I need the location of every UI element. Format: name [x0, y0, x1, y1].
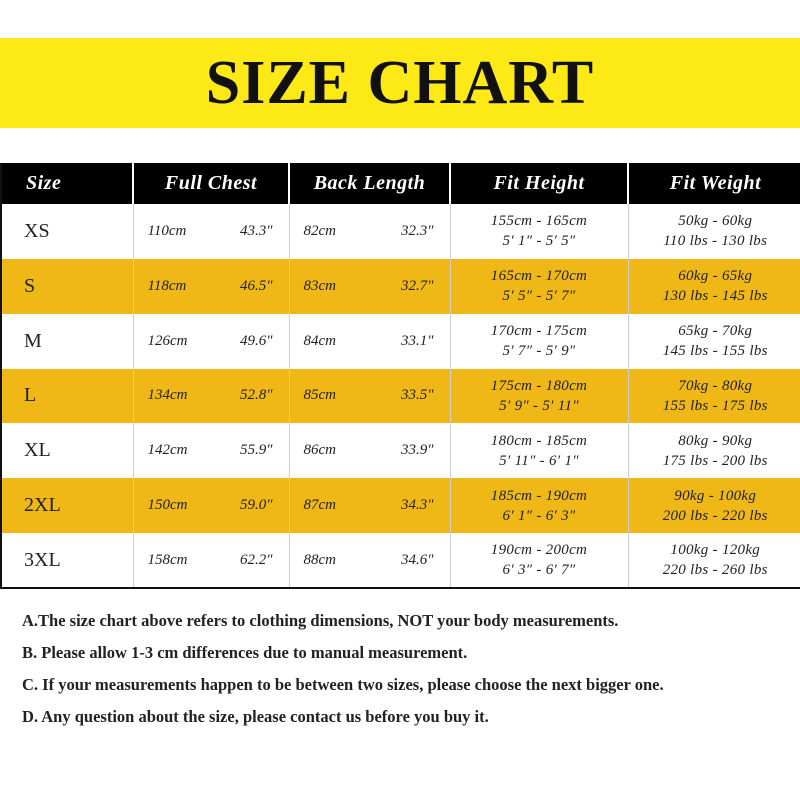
cell-full-chest: [133, 204, 289, 259]
cell-size: XS: [2, 204, 133, 259]
chest-in: 52.8″: [240, 387, 273, 404]
height-cm: 170cm - 175cm: [490, 323, 588, 340]
back-in: 33.1″: [401, 332, 434, 349]
table-header-row: [2, 163, 800, 204]
table-row: [2, 204, 800, 259]
chest-in: 55.9″: [240, 442, 273, 459]
height-cm: 190cm - 200cm: [490, 542, 588, 559]
header-full-chest: Full Chest: [133, 163, 289, 204]
weight-kg: 70kg - 80kg: [678, 377, 753, 394]
size-notes: [22, 612, 792, 740]
cell-back-length: [289, 369, 450, 424]
back-cm: 86cm: [303, 442, 336, 459]
cell-fit-height: [450, 314, 628, 369]
table-row: [2, 478, 800, 533]
cell-back-length: [289, 204, 450, 259]
chest-cm: 110cm: [147, 222, 187, 239]
weight-kg: 80kg - 90kg: [678, 432, 753, 449]
height-ft: 5′ 7″ - 5′ 9″: [502, 343, 576, 360]
table-row: [2, 533, 800, 588]
note-c: C. If your measurements happen to be between two sizes, please choose the next bigger one.: [22, 675, 664, 694]
back-cm: 82cm: [303, 222, 336, 239]
header-size: Size: [2, 163, 133, 204]
page-title: SIZE CHART: [205, 48, 595, 117]
weight-lbs: 200 lbs - 220 lbs: [662, 507, 768, 524]
height-cm: 180cm - 185cm: [490, 432, 588, 449]
height-cm: 155cm - 165cm: [490, 213, 588, 230]
table-row: [2, 423, 800, 478]
weight-kg: 60kg - 65kg: [678, 268, 753, 285]
chest-cm: 150cm: [147, 497, 188, 514]
back-in: 34.3″: [401, 497, 434, 514]
weight-lbs: 175 lbs - 200 lbs: [662, 452, 768, 469]
back-cm: 87cm: [303, 497, 336, 514]
height-ft: 5′ 9″ - 5′ 11″: [499, 397, 579, 414]
height-ft: 6′ 1″ - 6′ 3″: [502, 507, 576, 524]
cell-back-length: [289, 423, 450, 478]
title-banner: [0, 38, 800, 128]
cell-fit-weight: [628, 533, 800, 588]
table-row: [2, 369, 800, 424]
cell-fit-weight: [628, 369, 800, 424]
size-chart-table: [0, 163, 800, 589]
note-b: B. Please allow 1-3 cm differences due to manual measurement.: [22, 643, 468, 662]
cell-fit-height: [450, 259, 628, 314]
size-table: [2, 163, 800, 589]
chest-cm: 134cm: [147, 387, 188, 404]
cell-fit-height: [450, 423, 628, 478]
cell-fit-height: [450, 204, 628, 259]
chest-in: 62.2″: [240, 551, 273, 568]
height-ft: 5′ 11″ - 6′ 1″: [499, 452, 579, 469]
cell-fit-weight: [628, 423, 800, 478]
weight-kg: 100kg - 120kg: [670, 542, 761, 559]
chest-cm: 158cm: [147, 551, 188, 568]
back-cm: 85cm: [303, 387, 336, 404]
height-ft: 5′ 5″ - 5′ 7″: [502, 288, 576, 305]
weight-lbs: 145 lbs - 155 lbs: [662, 343, 768, 360]
weight-kg: 50kg - 60kg: [678, 213, 753, 230]
cell-back-length: [289, 259, 450, 314]
cell-full-chest: [133, 314, 289, 369]
cell-size: L: [2, 369, 133, 424]
cell-fit-weight: [628, 478, 800, 533]
weight-lbs: 155 lbs - 175 lbs: [662, 397, 768, 414]
table-row: [2, 314, 800, 369]
cell-back-length: [289, 478, 450, 533]
cell-fit-weight: [628, 259, 800, 314]
cell-fit-height: [450, 533, 628, 588]
cell-size: XL: [2, 423, 133, 478]
back-in: 32.3″: [401, 222, 434, 239]
back-cm: 83cm: [303, 277, 336, 294]
back-cm: 84cm: [303, 332, 336, 349]
weight-kg: 90kg - 100kg: [674, 487, 757, 504]
chest-in: 59.0″: [240, 497, 273, 514]
cell-fit-weight: [628, 204, 800, 259]
weight-lbs: 220 lbs - 260 lbs: [662, 562, 768, 579]
header-back-length: Back Length: [289, 163, 450, 204]
note-a: A.The size chart above refers to clothing dimensions, NOT your body measurements.: [22, 611, 619, 630]
header-fit-height: Fit Height: [450, 163, 628, 204]
height-ft: 5′ 1″ - 5′ 5″: [502, 233, 576, 250]
height-cm: 185cm - 190cm: [490, 487, 588, 504]
back-in: 32.7″: [401, 277, 434, 294]
cell-back-length: [289, 533, 450, 588]
cell-full-chest: [133, 533, 289, 588]
back-cm: 88cm: [303, 551, 336, 568]
cell-size: S: [2, 259, 133, 314]
weight-lbs: 130 lbs - 145 lbs: [662, 288, 768, 305]
table-body: [2, 204, 800, 588]
note-d: D. Any question about the size, please contact us before you buy it.: [22, 707, 489, 726]
back-in: 34.6″: [401, 551, 434, 568]
header-fit-weight: Fit Weight: [669, 172, 762, 194]
cell-size: 3XL: [2, 533, 133, 588]
chest-cm: 142cm: [147, 442, 188, 459]
cell-fit-height: [450, 369, 628, 424]
weight-lbs: 110 lbs - 130 lbs: [663, 233, 768, 250]
chest-cm: 126cm: [147, 332, 188, 349]
height-cm: 165cm - 170cm: [490, 268, 588, 285]
chest-in: 49.6″: [240, 332, 273, 349]
cell-fit-height: [450, 478, 628, 533]
chest-cm: 118cm: [147, 277, 187, 294]
cell-full-chest: [133, 478, 289, 533]
back-in: 33.9″: [401, 442, 434, 459]
cell-full-chest: [133, 259, 289, 314]
cell-fit-weight: [628, 314, 800, 369]
height-cm: 175cm - 180cm: [490, 377, 588, 394]
weight-kg: 65kg - 70kg: [678, 323, 753, 340]
cell-full-chest: [133, 369, 289, 424]
height-ft: 6′ 3″ - 6′ 7″: [502, 562, 576, 579]
cell-size: 2XL: [2, 478, 133, 533]
table-row: [2, 259, 800, 314]
back-in: 33.5″: [401, 387, 434, 404]
cell-size: M: [2, 314, 133, 369]
cell-full-chest: [133, 423, 289, 478]
cell-back-length: [289, 314, 450, 369]
chest-in: 46.5″: [240, 277, 273, 294]
chest-in: 43.3″: [240, 222, 273, 239]
